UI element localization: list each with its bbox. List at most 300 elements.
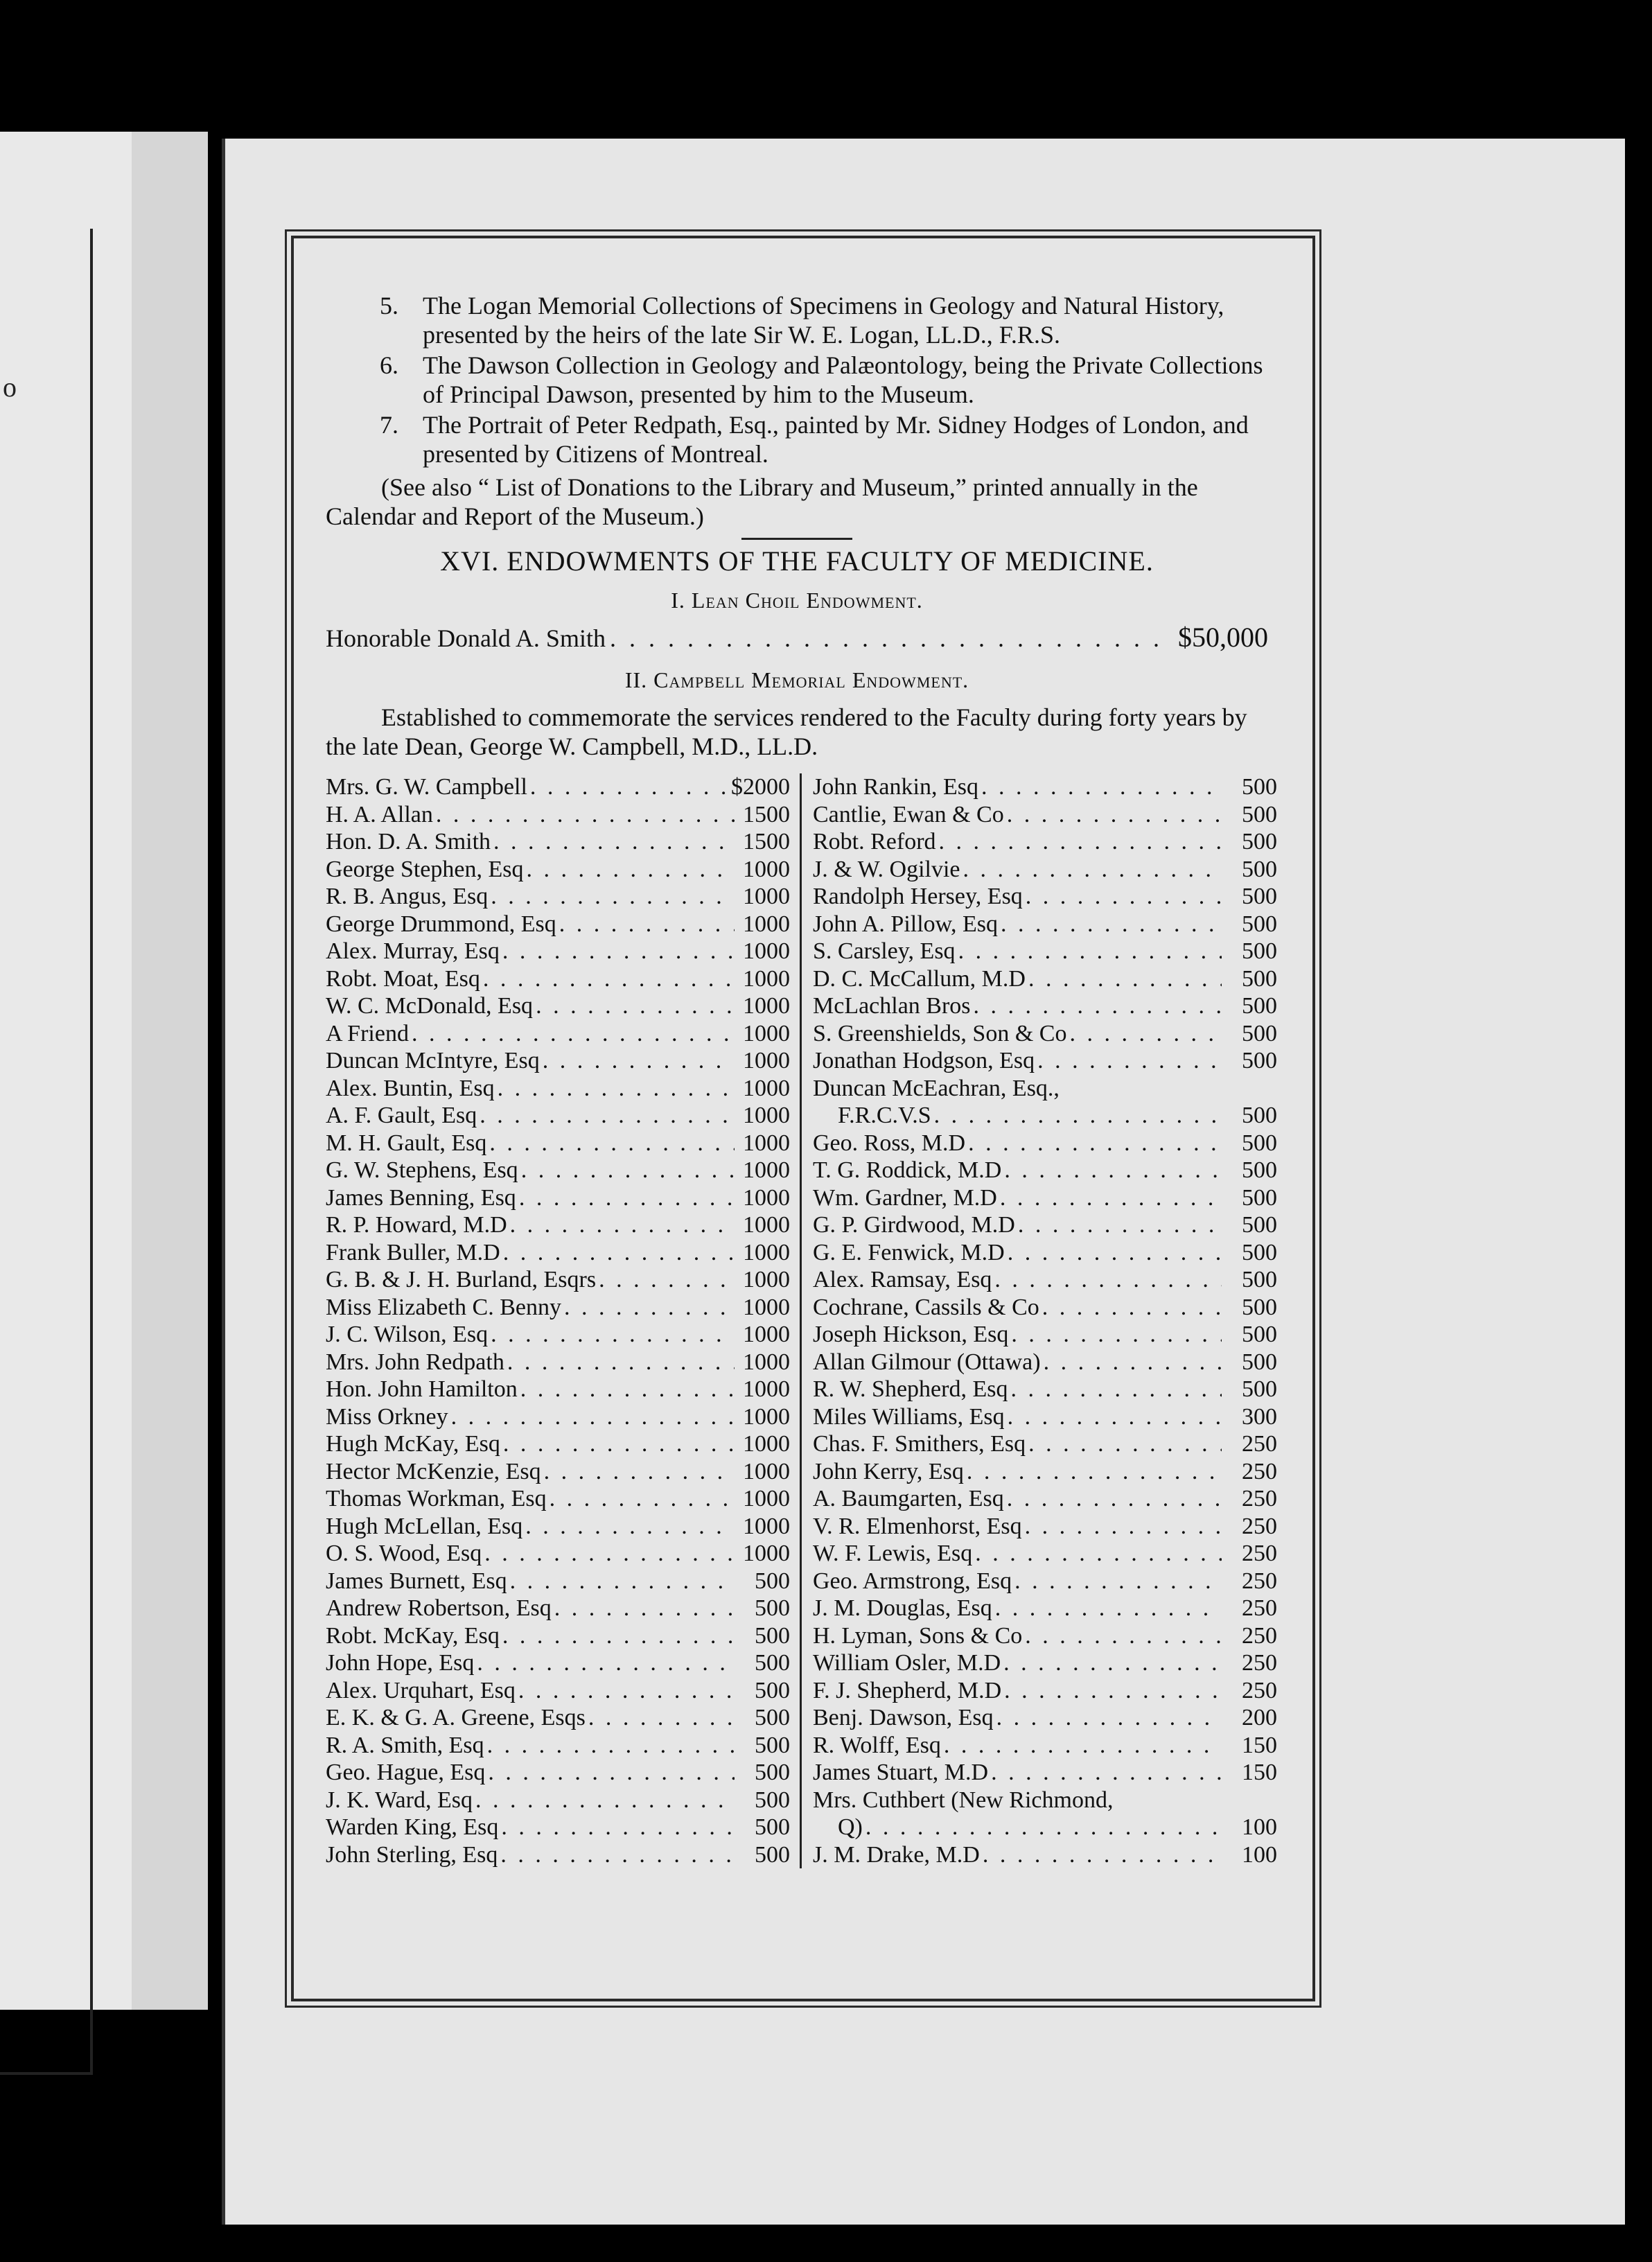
dot-leader <box>491 883 735 911</box>
donation-amount: 500 <box>1242 884 1277 909</box>
donor-row <box>813 992 1277 1020</box>
donor-name: James Burnett, Esq <box>326 1568 507 1594</box>
item-text: The Dawson Collection in Geology and Palæontology, being the Private Collections of Principal Dawson, presented by him to the Museum. <box>423 351 1263 408</box>
donation-amount: 1500 <box>743 801 790 827</box>
donation-amount: 1000 <box>743 1458 790 1484</box>
donor-row <box>326 1376 790 1403</box>
donation-amount: 250 <box>1242 1677 1277 1703</box>
dot-leader <box>1008 1403 1222 1431</box>
section-heading: XVI. ENDOWMENTS OF THE FACULTY OF MEDICINE. <box>440 545 1154 577</box>
donor-row <box>326 883 790 911</box>
donor-row <box>326 1294 790 1322</box>
donor-name: Mrs. G. W. Campbell <box>326 774 527 800</box>
dot-leader <box>543 1047 735 1075</box>
dot-leader <box>983 1841 1222 1869</box>
donation-amount: $2000 <box>731 774 790 800</box>
donor-row <box>813 1020 1277 1048</box>
donor-name: Thomas Workman, Esq <box>326 1486 547 1511</box>
donation-amount: 500 <box>755 1568 790 1594</box>
dot-leader <box>1003 1649 1222 1677</box>
item-text: The Logan Memorial Collections of Specimens in Geology and Natural History, presented by the heirs of the late Sir W. E. Logan, LL.D., F.R.S. <box>423 292 1224 349</box>
donation-amount: 150 <box>1242 1732 1277 1758</box>
donor-row <box>813 1102 1277 1130</box>
donation-amount: 250 <box>1242 1541 1277 1566</box>
donor-row <box>813 1211 1277 1239</box>
dot-leader <box>996 1704 1222 1732</box>
donor-name: Hugh McKay, Esq <box>326 1431 500 1457</box>
donation-amount: 1000 <box>743 1184 790 1211</box>
donor-row <box>813 938 1277 965</box>
donor-row <box>326 773 790 801</box>
donation-amount: 1000 <box>743 993 790 1019</box>
donation-amount: 1000 <box>743 1103 790 1128</box>
donor-row <box>326 1321 790 1349</box>
donor-name: Chas. F. Smithers, Esq <box>813 1431 1026 1457</box>
dot-leader <box>974 992 1222 1020</box>
donor-row <box>813 1266 1277 1294</box>
donor-row <box>326 828 790 856</box>
donor-name: A. Baumgarten, Esq <box>813 1486 1004 1511</box>
dot-leader <box>1011 1321 1222 1349</box>
donation-amount: 250 <box>1242 1650 1277 1676</box>
donor-row <box>326 1595 790 1622</box>
donor-row <box>326 1349 790 1376</box>
collection-item <box>326 351 1268 409</box>
donor-row <box>813 1759 1277 1787</box>
donor-name: Hon. D. A. Smith <box>326 829 491 854</box>
donor-name: Duncan McIntyre, Esq <box>326 1048 540 1073</box>
dot-leader <box>451 1403 735 1431</box>
dot-leader <box>510 1211 735 1239</box>
dot-leader <box>991 1759 1222 1787</box>
donor-row <box>813 883 1277 911</box>
donor-name: J. K. Ward, Esq <box>326 1787 473 1813</box>
donation-amount: 1500 <box>743 829 790 854</box>
donor-row <box>813 1403 1277 1431</box>
donation-amount: 100 <box>1242 1814 1277 1840</box>
donor-name: Mrs. Cuthbert (New Richmond, <box>813 1787 1114 1813</box>
donor-row <box>326 1403 790 1431</box>
dot-leader <box>412 1020 735 1048</box>
donation-amount: 1000 <box>743 884 790 909</box>
donation-amount: 100 <box>1242 1841 1277 1868</box>
donation-amount: 500 <box>755 1595 790 1621</box>
donor-row <box>326 1732 790 1760</box>
donation-amount: 500 <box>755 1814 790 1840</box>
donation-amount: 250 <box>1242 1595 1277 1621</box>
dot-leader <box>1007 801 1222 829</box>
collection-item <box>326 291 1268 349</box>
donation-amount: 500 <box>755 1705 790 1730</box>
donor-name: F. J. Shepherd, M.D <box>813 1677 1002 1703</box>
dot-leader <box>1001 911 1222 938</box>
donor-name: Alex. Murray, Esq <box>326 938 500 964</box>
donor-name: James Stuart, M.D <box>813 1760 989 1785</box>
donor-name: Geo. Ross, M.D <box>813 1130 966 1156</box>
donation-amount: 250 <box>1242 1622 1277 1649</box>
donor-name: John Rankin, Esq <box>813 774 978 800</box>
donor-name: James Benning, Esq <box>326 1184 516 1211</box>
donor-row <box>813 828 1277 856</box>
dot-leader <box>958 938 1222 965</box>
dot-leader <box>1008 1239 1222 1267</box>
donation-amount: 1000 <box>743 1513 790 1539</box>
donor-row <box>326 1759 790 1787</box>
donor-row <box>813 1349 1277 1376</box>
donor-row <box>326 1485 790 1513</box>
donor-row <box>326 1020 790 1048</box>
donor-name: Alex. Urquhart, Esq <box>326 1677 516 1703</box>
donor-row <box>813 1732 1277 1760</box>
item-number: 6. <box>380 351 398 379</box>
donor-name: Miss Orkney <box>326 1403 448 1430</box>
donation-amount: 500 <box>755 1732 790 1758</box>
page-content <box>326 291 1277 1868</box>
donation-amount: 150 <box>1242 1760 1277 1785</box>
previous-page-text-fragment: o <box>3 371 17 403</box>
donor-row <box>326 1814 790 1841</box>
dot-leader <box>1069 1020 1222 1048</box>
donor-name: Robt. Moat, Esq <box>326 965 480 992</box>
donation-amount: 1000 <box>743 1376 790 1402</box>
donor-row <box>813 1130 1277 1157</box>
dot-leader <box>981 773 1222 801</box>
donation-amount: 250 <box>1242 1458 1277 1484</box>
donor-name: R. W. Shepherd, Esq <box>813 1376 1008 1402</box>
donor-row <box>813 856 1277 884</box>
donor-name: Hector McKenzie, Esq <box>326 1458 541 1484</box>
donation-amount: 500 <box>755 1787 790 1813</box>
dot-leader <box>1014 1568 1222 1595</box>
donor-row <box>813 1430 1277 1458</box>
donor-name: McLachlan Bros <box>813 993 971 1019</box>
donor-name: M. H. Gault, Esq <box>326 1130 487 1156</box>
collection-item <box>326 410 1268 468</box>
dot-leader <box>483 965 735 993</box>
donation-amount: 500 <box>1242 1267 1277 1292</box>
donor-row <box>326 992 790 1020</box>
donor-name: S. Greenshields, Son & Co <box>813 1020 1067 1046</box>
donor-name: Honorable Donald A. Smith <box>326 624 606 652</box>
donor-name: R. A. Smith, Esq <box>326 1732 484 1758</box>
donor-row <box>326 1622 790 1650</box>
donor-row <box>813 1540 1277 1568</box>
dot-leader <box>1025 1513 1222 1541</box>
donor-row <box>326 801 790 829</box>
dot-leader <box>488 1759 735 1787</box>
dot-leader <box>934 1102 1222 1130</box>
dot-leader <box>484 1540 735 1568</box>
dot-leader <box>975 1540 1222 1568</box>
section-divider <box>741 538 852 540</box>
donation-amount: 1000 <box>743 1157 790 1183</box>
donor-row <box>326 1649 790 1677</box>
dot-leader <box>544 1458 735 1486</box>
donor-row <box>326 1075 790 1103</box>
donor-row <box>326 1430 790 1458</box>
donor-name: Jonathan Hodgson, Esq <box>813 1048 1035 1073</box>
dot-leader <box>493 828 735 856</box>
dot-leader <box>521 1157 735 1184</box>
donor-row <box>326 1458 790 1486</box>
donor-row <box>813 1704 1277 1732</box>
donation-amount: 1000 <box>743 1075 790 1101</box>
dot-leader <box>967 1458 1222 1486</box>
dot-leader <box>507 1349 735 1376</box>
donor-row <box>326 938 790 965</box>
donation-amount: 1000 <box>743 1212 790 1238</box>
donation-amount: 500 <box>1242 1184 1277 1211</box>
dot-leader <box>500 1841 735 1869</box>
item-number: 5. <box>380 292 398 319</box>
dot-leader <box>510 1568 735 1595</box>
lean-choil-donor-row <box>326 623 1268 653</box>
donation-amount: 500 <box>755 1677 790 1703</box>
dot-leader <box>995 1595 1222 1622</box>
donor-row <box>326 1513 790 1541</box>
donor-name: F.R.C.V.S <box>838 1103 931 1128</box>
donor-row <box>813 1814 1277 1841</box>
donation-amount: 500 <box>1242 965 1277 992</box>
donor-name: John Kerry, Esq <box>813 1458 964 1484</box>
donation-amount: 500 <box>1242 1322 1277 1347</box>
dot-leader <box>526 856 735 884</box>
dot-leader <box>865 1814 1222 1841</box>
donation-amount: 200 <box>1242 1705 1277 1730</box>
dot-leader <box>503 1430 735 1458</box>
donor-name: G. P. Girdwood, M.D <box>813 1212 1015 1238</box>
donor-row <box>813 801 1277 829</box>
donor-row <box>813 1184 1277 1212</box>
donor-name: A. F. Gault, Esq <box>326 1103 477 1128</box>
donation-amount: 500 <box>1242 1239 1277 1265</box>
donor-name: John Hope, Esq <box>326 1650 475 1676</box>
donor-row <box>326 1266 790 1294</box>
dot-leader <box>1010 1376 1222 1403</box>
dot-leader <box>1000 1184 1222 1212</box>
donor-name: R. Wolff, Esq <box>813 1732 941 1758</box>
donor-row <box>813 1376 1277 1403</box>
donation-amount: 1000 <box>743 938 790 964</box>
donor-name: R. P. Howard, M.D <box>326 1212 507 1238</box>
donor-name: E. K. & G. A. Greene, Esqs <box>326 1705 586 1730</box>
campbell-description: Established to commemorate the services rendered to the Faculty during forty years by the late Dean, George W. Campbell, M.D., LL.D. <box>326 703 1247 760</box>
donation-amount: 500 <box>1242 829 1277 854</box>
dot-leader <box>994 1266 1222 1294</box>
donor-name: R. B. Angus, Esq <box>326 884 489 909</box>
donor-name: William Osler, M.D <box>813 1650 1001 1676</box>
donor-row <box>813 1321 1277 1349</box>
donor-name: G. W. Stephens, Esq <box>326 1157 518 1183</box>
donation-amount: 500 <box>755 1650 790 1676</box>
donation-amount: 1000 <box>743 1239 790 1265</box>
see-also-note: (See also “ List of Donations to the Library and Museum,” printed annually in the Calendar and Report of the Museum.) <box>326 473 1198 530</box>
donation-amount: 500 <box>1242 801 1277 827</box>
dot-leader <box>1037 1047 1222 1075</box>
donor-name: T. G. Roddick, M.D <box>813 1157 1002 1183</box>
donor-name: V. R. Elmenhorst, Esq <box>813 1513 1022 1539</box>
dot-leader <box>487 1732 735 1760</box>
donor-row <box>813 1157 1277 1184</box>
donor-name: Warden King, Esq <box>326 1814 499 1840</box>
dot-leader <box>498 1075 735 1103</box>
donor-name: Randolph Hersey, Esq <box>813 884 1023 909</box>
donation-amount: 300 <box>1242 1403 1277 1430</box>
donation-amount: 500 <box>1242 1048 1277 1073</box>
donor-name: Alex. Ramsay, Esq <box>813 1267 992 1292</box>
donor-name: H. Lyman, Sons & Co <box>813 1622 1023 1649</box>
donor-row <box>326 1047 790 1075</box>
donor-name: Robt. McKay, Esq <box>326 1622 500 1649</box>
dot-leader <box>436 801 735 829</box>
donor-name: Geo. Armstrong, Esq <box>813 1568 1012 1594</box>
dot-leader <box>1025 1622 1222 1650</box>
donor-row <box>813 1622 1277 1650</box>
dot-leader <box>536 992 735 1020</box>
donors-column-right <box>802 773 1277 1868</box>
dot-leader <box>588 1704 735 1732</box>
donation-amount: 1000 <box>743 911 790 937</box>
museum-collections-list <box>326 291 1268 468</box>
donor-name: D. C. McCallum, M.D <box>813 965 1026 992</box>
donor-name: Hon. John Hamilton <box>326 1376 518 1402</box>
dot-leader <box>530 773 728 801</box>
donation-amount: 1000 <box>743 1541 790 1566</box>
donation-amount: 500 <box>1242 1103 1277 1128</box>
donation-amount: 500 <box>1242 856 1277 882</box>
donation-amount: 1000 <box>743 965 790 992</box>
donor-row <box>326 1211 790 1239</box>
donor-row <box>326 1157 790 1184</box>
donor-row <box>326 1787 790 1814</box>
donor-name: Cochrane, Cassils & Co <box>813 1294 1039 1320</box>
dot-leader <box>1028 965 1222 993</box>
donation-amount: 500 <box>1242 1294 1277 1320</box>
donor-name: Andrew Robertson, Esq <box>326 1595 552 1621</box>
donation-amount: 1000 <box>743 1267 790 1292</box>
donation-amount: 500 <box>755 1622 790 1649</box>
dot-leader <box>489 1130 735 1157</box>
dot-leader <box>525 1513 735 1541</box>
dot-leader <box>520 1376 735 1403</box>
endowment-heading-campbell: II. Campbell Memorial Endowment. <box>624 667 969 692</box>
dot-leader <box>963 856 1222 884</box>
donor-name: Alex. Buntin, Esq <box>326 1075 495 1101</box>
donation-amount: 500 <box>1242 1376 1277 1402</box>
donor-name: Joseph Hickson, Esq <box>813 1322 1009 1347</box>
donor-row <box>813 1485 1277 1513</box>
donor-row <box>326 1568 790 1595</box>
donor-name: H. A. Allan <box>326 801 433 827</box>
donor-row <box>813 1294 1277 1322</box>
donation-amount: 250 <box>1242 1513 1277 1539</box>
dot-leader <box>1026 883 1222 911</box>
donor-name: Miles Williams, Esq <box>813 1403 1005 1430</box>
donor-name: Miss Elizabeth C. Benny <box>326 1294 561 1320</box>
dot-leader <box>1028 1430 1222 1458</box>
dot-leader <box>502 938 735 965</box>
dot-leader <box>1044 1349 1222 1376</box>
donor-row <box>813 773 1277 801</box>
donation-amount: 1000 <box>743 856 790 882</box>
previous-page-edge <box>0 132 208 2010</box>
donor-name: Wm. Gardner, M.D <box>813 1184 997 1211</box>
donor-name: Allan Gilmour (Ottawa) <box>813 1349 1041 1375</box>
dot-leader <box>564 1294 735 1322</box>
donation-amount: 1000 <box>743 1431 790 1457</box>
donor-name: W. F. Lewis, Esq <box>813 1541 973 1566</box>
donation-amount: 500 <box>1242 1020 1277 1046</box>
donor-name: J. & W. Ogilvie <box>813 856 960 882</box>
donor-row <box>326 1841 790 1869</box>
donor-name: Geo. Hague, Esq <box>326 1760 486 1785</box>
donors-column-left <box>326 773 802 1868</box>
donation-amount: 250 <box>1242 1486 1277 1511</box>
donor-row <box>326 856 790 884</box>
donor-name: G. E. Fenwick, M.D <box>813 1239 1005 1265</box>
donor-row <box>326 1540 790 1568</box>
donor-row <box>813 1513 1277 1541</box>
donation-amount: 500 <box>755 1760 790 1785</box>
donor-row <box>813 1787 1277 1814</box>
donor-row <box>813 1075 1277 1103</box>
dot-leader <box>610 624 1174 653</box>
donation-amount: 1000 <box>743 1322 790 1347</box>
donor-name: Duncan McEachran, Esq., <box>813 1075 1060 1101</box>
donation-amount: 500 <box>755 1841 790 1868</box>
dot-leader <box>1004 1677 1222 1705</box>
donor-row <box>326 965 790 993</box>
dot-leader <box>501 1814 735 1841</box>
donor-row <box>813 965 1277 993</box>
dot-leader <box>599 1266 735 1294</box>
donor-row <box>813 1458 1277 1486</box>
donor-row <box>813 1595 1277 1622</box>
donation-amount: 1000 <box>743 1486 790 1511</box>
dot-leader <box>559 911 735 938</box>
donation-amount: 250 <box>1242 1568 1277 1594</box>
donor-name: Robt. Reford <box>813 829 936 854</box>
donor-row <box>813 1568 1277 1595</box>
donor-name: A Friend <box>326 1020 409 1046</box>
donation-amount: 1000 <box>743 1294 790 1320</box>
dot-leader <box>491 1321 735 1349</box>
donation-amount: 250 <box>1242 1431 1277 1457</box>
donors-table <box>326 773 1277 1868</box>
donor-row <box>813 1841 1277 1869</box>
donation-amount: 1000 <box>743 1403 790 1430</box>
previous-page-border <box>0 229 93 2075</box>
page-gutter <box>132 132 208 2010</box>
dot-leader <box>968 1130 1222 1157</box>
dot-leader <box>519 1184 735 1212</box>
donation-amount: 1000 <box>743 1130 790 1156</box>
donation-amount: 500 <box>1242 1212 1277 1238</box>
donor-name: John Sterling, Esq <box>326 1841 498 1868</box>
dot-leader <box>1004 1157 1222 1184</box>
donor-row <box>813 1677 1277 1705</box>
donor-row <box>326 1704 790 1732</box>
item-text: The Portrait of Peter Redpath, Esq., painted by Mr. Sidney Hodges of London, and presented by Citizens of Montreal. <box>423 411 1249 468</box>
donor-row <box>326 1239 790 1267</box>
dot-leader <box>480 1102 735 1130</box>
donor-name: Mrs. John Redpath <box>326 1349 504 1375</box>
dot-leader <box>518 1677 735 1705</box>
donation-amount: 500 <box>1242 774 1277 800</box>
donor-name: Hugh McLellan, Esq <box>326 1513 523 1539</box>
donor-name: John A. Pillow, Esq <box>813 911 999 937</box>
donor-name: J. C. Wilson, Esq <box>326 1322 489 1347</box>
